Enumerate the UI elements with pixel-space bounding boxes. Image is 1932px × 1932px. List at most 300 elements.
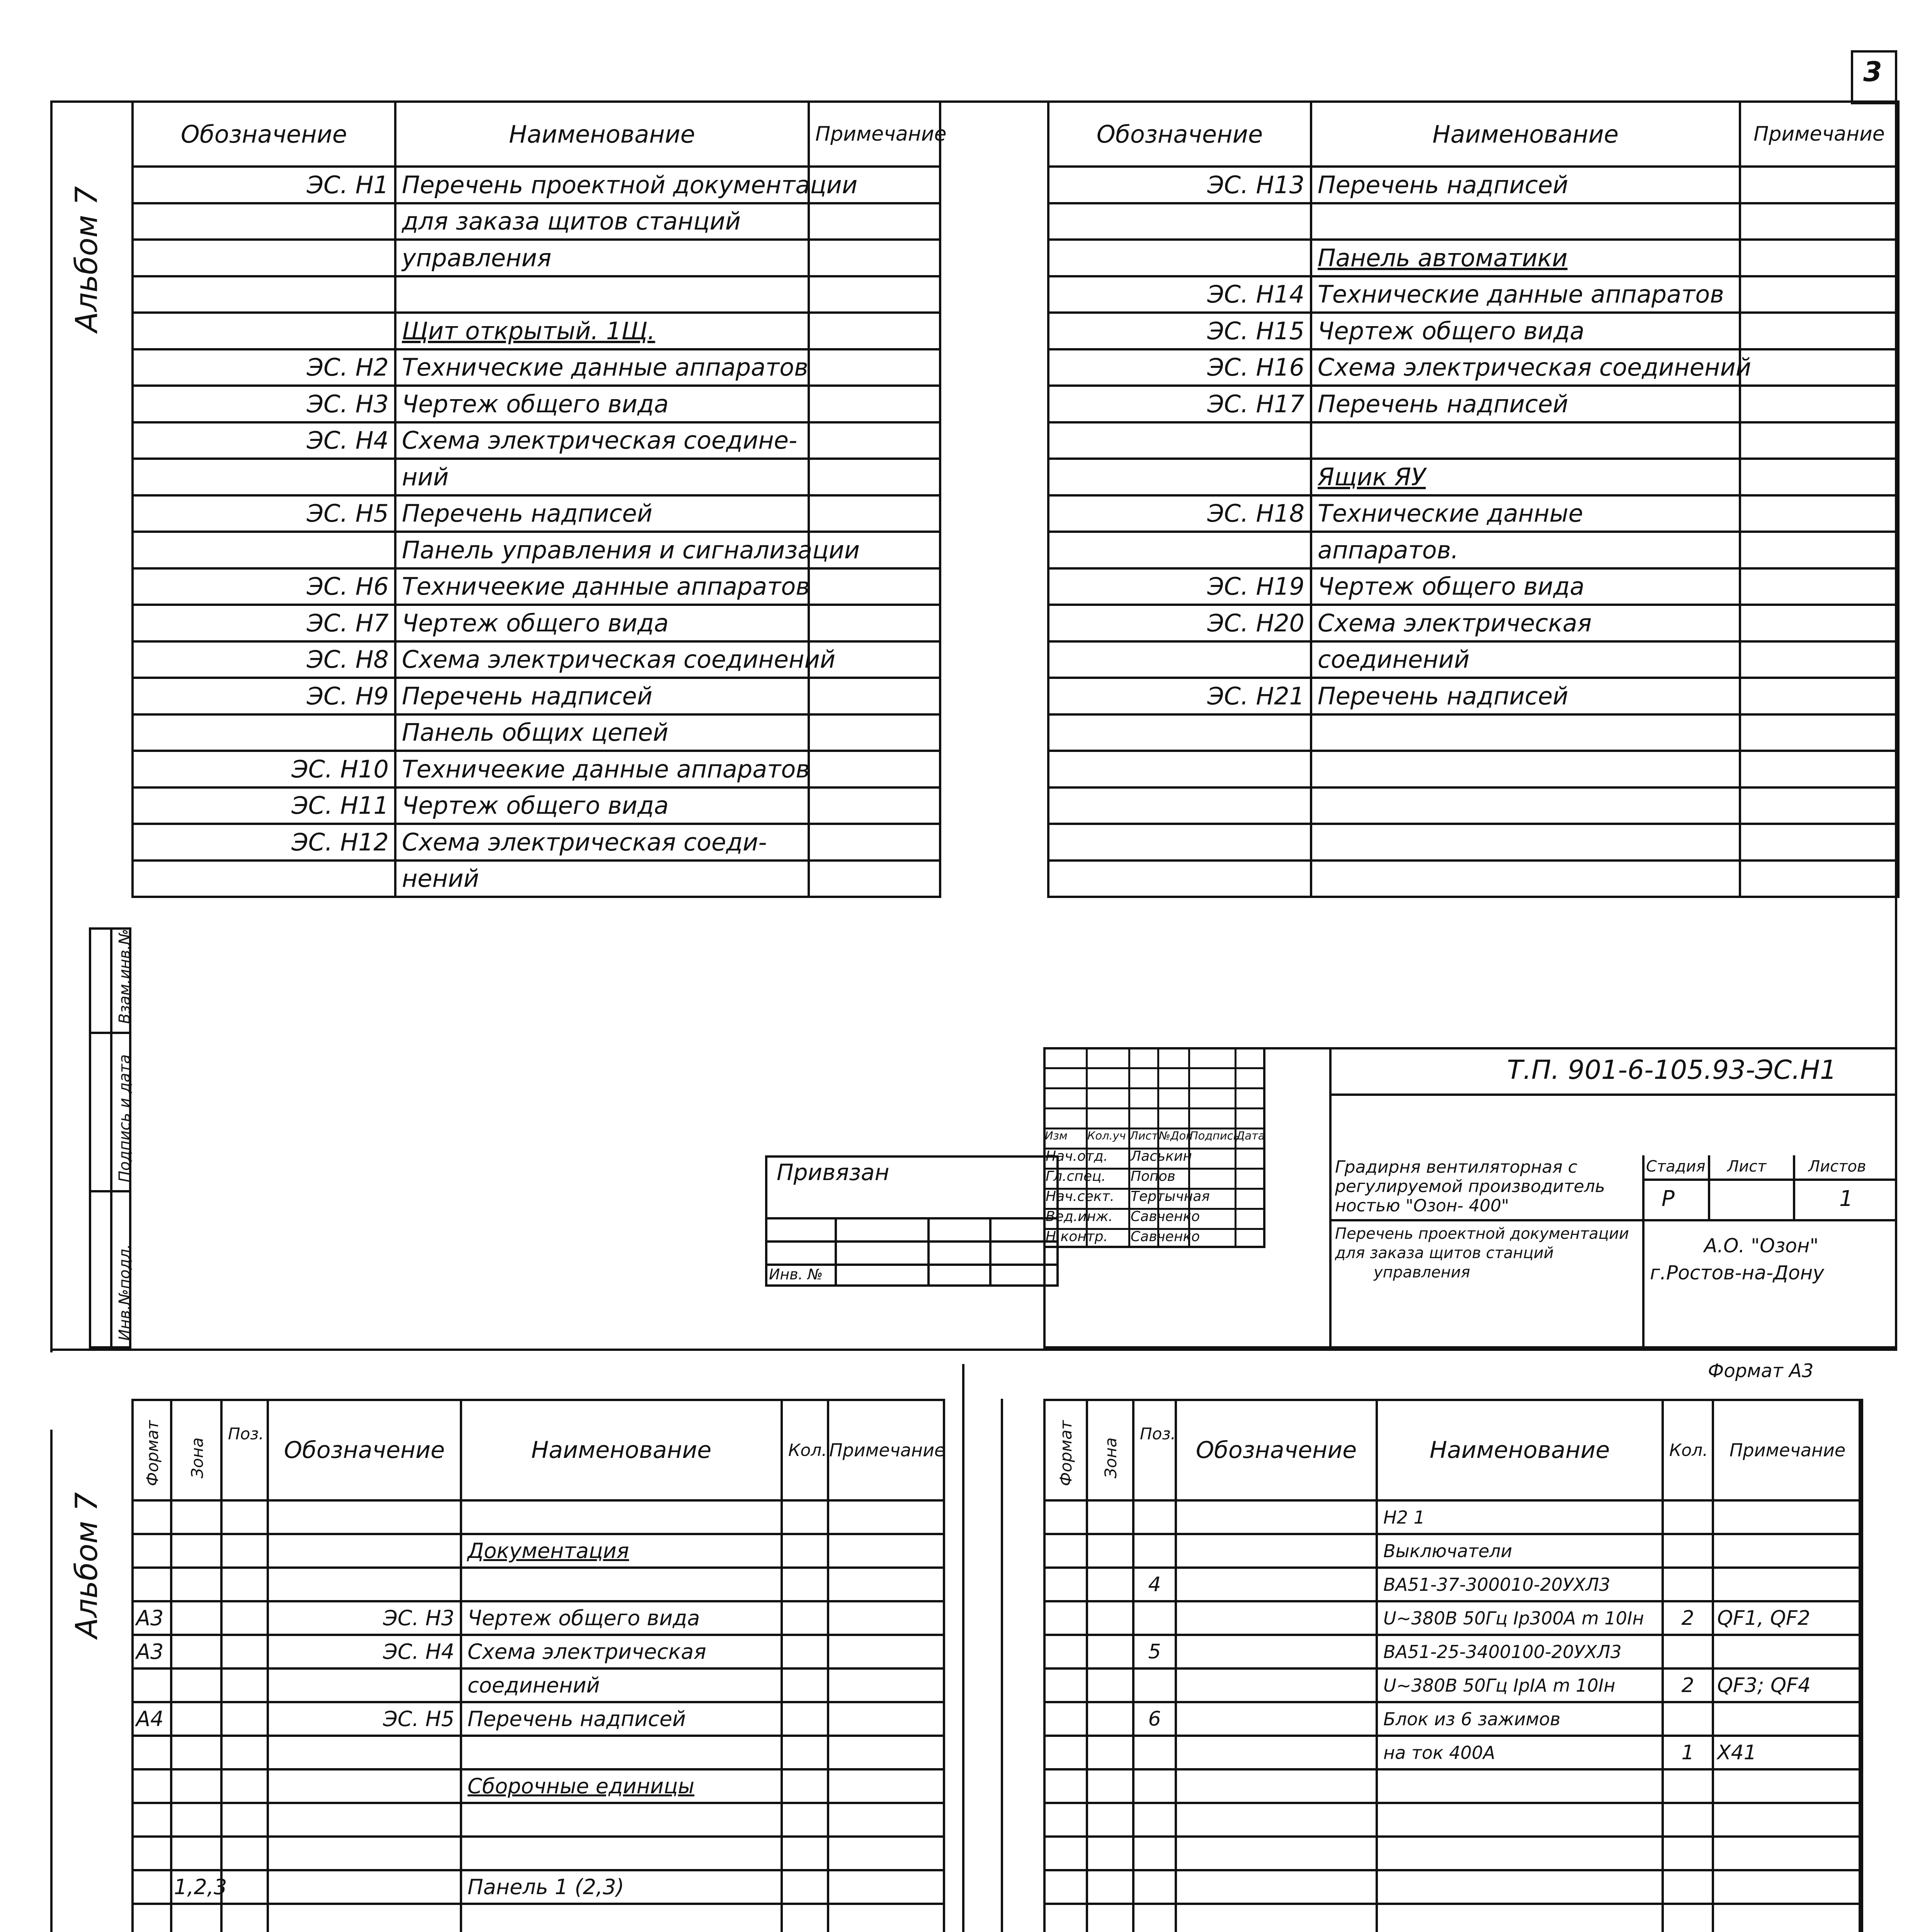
sheet1-subtitle-line-1: Перечень проектной документации [1335, 1225, 1629, 1243]
qty-cell [782, 1803, 828, 1837]
empty-cell [1133, 1769, 1176, 1803]
name-cell [461, 1568, 782, 1601]
name-cell [461, 1601, 782, 1635]
name-cell [395, 349, 809, 386]
designation-cell-text: ЭС. Н4 [383, 1639, 454, 1664]
designation-cell [1048, 787, 1311, 824]
designation-cell [1176, 1500, 1377, 1534]
format-cell [1044, 1601, 1087, 1635]
name-cell-text: Перечень проектной документации [402, 170, 858, 199]
designation-cell-text: ЭС. Н20 [1207, 609, 1304, 637]
format-cell [133, 1668, 171, 1702]
table-row [1048, 714, 1898, 751]
designation-cell-text: ЭС. Н1 [306, 170, 389, 199]
designation-cell [133, 532, 395, 568]
name-cell-text: Н2 1 [1383, 1507, 1425, 1528]
table-row [1048, 861, 1898, 897]
table-row [133, 751, 940, 787]
header-qty: Кол. [782, 1400, 828, 1500]
name-cell [461, 1736, 782, 1769]
table-row [133, 641, 940, 678]
name-cell-text: Технические данные [1318, 499, 1583, 528]
note-cell [1740, 459, 1898, 495]
qty-cell [782, 1736, 828, 1769]
name-cell-text: Схема электрическая [468, 1639, 706, 1664]
table-row [133, 1803, 944, 1837]
qty-cell [782, 1601, 828, 1635]
table-row [133, 349, 940, 386]
sheet1-title-line-1: Градирня вентиляторная с [1335, 1157, 1578, 1177]
table-row [133, 422, 940, 459]
pos-cell [221, 1870, 268, 1904]
table-row [133, 167, 940, 203]
header-name: Наименование [1377, 1400, 1663, 1500]
table-row [133, 1668, 944, 1702]
sheet1-subtitle-line-2: для заказа щитов станций [1335, 1244, 1554, 1262]
note-cell [1713, 1500, 1862, 1534]
name-cell-text: Чертеж общего вида [1318, 572, 1585, 601]
pos-cell [1133, 1702, 1176, 1736]
name-cell [395, 787, 809, 824]
name-cell-text: Чертеж общего вида [1318, 316, 1585, 345]
name-cell-text: ний [402, 463, 449, 491]
name-cell [1311, 313, 1740, 349]
stamp-role: Вед.инж. [1046, 1209, 1113, 1225]
designation-cell-text: ЭС. Н11 [291, 791, 389, 820]
qty-cell-text: 2 [1681, 1606, 1694, 1630]
name-cell-text: Перечень надписей [1318, 389, 1568, 418]
table-row [133, 1500, 944, 1534]
zone-cell [1087, 1736, 1133, 1769]
designation-cell-text: ЭС. Н3 [383, 1606, 454, 1630]
name-cell [395, 276, 809, 313]
format-cell [133, 1803, 171, 1837]
format-cell [1044, 1668, 1087, 1702]
pos-cell [1133, 1534, 1176, 1568]
sheet2-album-label: Альбом 7 [70, 1492, 104, 1638]
designation-cell [1048, 349, 1311, 386]
sheet1-subtitle-line-3: управления [1374, 1264, 1470, 1281]
format-cell-text: А3 [136, 1639, 164, 1664]
table-row [133, 532, 940, 568]
note-cell [1740, 751, 1898, 787]
name-cell [395, 313, 809, 349]
table-row [133, 1601, 944, 1635]
format-cell [133, 1837, 171, 1870]
table-row [1048, 824, 1898, 861]
name-cell [461, 1803, 782, 1837]
name-cell-text: соединений [468, 1673, 600, 1697]
table-row [1044, 1870, 1862, 1904]
name-cell-text: на ток 400А [1383, 1742, 1495, 1763]
zone-cell [171, 1803, 221, 1837]
name-cell [395, 386, 809, 422]
name-cell [1311, 495, 1740, 532]
format-cell [133, 1500, 171, 1534]
stamp-person-name: Попов [1131, 1168, 1175, 1184]
designation-cell [268, 1702, 461, 1736]
empty-cell [1713, 1837, 1862, 1870]
name-cell [395, 532, 860, 568]
empty-cell [1044, 1870, 1087, 1904]
name-cell [1311, 386, 1740, 422]
designation-cell-text: ЭС. Н15 [1207, 316, 1304, 345]
designation-cell-text: ЭС. Н5 [306, 499, 389, 528]
empty-cell [1663, 1837, 1713, 1870]
empty-cell [1087, 1837, 1133, 1870]
note-cell [1713, 1534, 1862, 1568]
designation-cell [1048, 605, 1311, 641]
designation-cell [268, 1568, 461, 1601]
format-cell [133, 1601, 171, 1635]
note-cell [1740, 240, 1898, 276]
note-cell [1740, 787, 1898, 824]
designation-cell-text: ЭС. Н12 [291, 828, 389, 856]
format-cell [1044, 1736, 1087, 1769]
stamp-person-name: Ласькин [1131, 1148, 1192, 1164]
table-row [133, 1702, 944, 1736]
stamp-header: Подпись [1190, 1129, 1240, 1142]
zone-cell [1087, 1568, 1133, 1601]
table-row [1048, 459, 1898, 495]
table-row [1048, 349, 1898, 386]
sheet1-left-table [131, 100, 947, 898]
designation-cell [268, 1769, 461, 1803]
sheet1-side-podpis: Подпись и дата [116, 1054, 134, 1182]
table-row [133, 240, 940, 276]
stamp-role: Нач.отд. [1046, 1148, 1108, 1164]
designation-cell [268, 1904, 461, 1932]
name-cell-text: Технические данные аппаратов [402, 353, 808, 382]
name-cell [1377, 1736, 1663, 1769]
qty-cell-text: 2 [1681, 1673, 1694, 1697]
note-cell [1713, 1668, 1862, 1702]
format-cell [1044, 1635, 1087, 1668]
note-cell [809, 751, 940, 787]
qty-cell [782, 1702, 828, 1736]
designation-cell [1176, 1534, 1377, 1568]
name-cell [395, 641, 836, 678]
empty-cell [1377, 1870, 1663, 1904]
designation-cell [1176, 1601, 1377, 1635]
name-cell [1377, 1568, 1663, 1601]
table-row [1048, 787, 1898, 824]
designation-cell [268, 1870, 461, 1904]
designation-cell-text: ЭС. Н13 [1207, 170, 1304, 199]
designation-cell-text: ЭС. Н10 [291, 755, 389, 783]
qty-cell [782, 1769, 828, 1803]
designation-cell [1176, 1635, 1377, 1668]
empty-cell [1044, 1803, 1087, 1837]
designation-cell [133, 861, 395, 897]
note-cell-text: QF1, QF2 [1717, 1606, 1810, 1630]
pos-cell [221, 1769, 268, 1803]
empty-cell [1176, 1837, 1377, 1870]
designation-cell [133, 605, 395, 641]
table-row [133, 824, 940, 861]
zone-cell [1087, 1635, 1133, 1668]
sheet1-side-inv: Инв.№подл. [116, 1244, 134, 1341]
qty-cell [1663, 1534, 1713, 1568]
note-cell [1740, 532, 1898, 568]
note-cell [1740, 861, 1898, 897]
designation-cell [268, 1601, 461, 1635]
designation-cell [133, 349, 395, 386]
page-number: 3 [1863, 56, 1882, 88]
header-note: Примечание [828, 1400, 944, 1500]
table-row [1044, 1635, 1862, 1668]
designation-cell-text: ЭС. Н16 [1207, 353, 1304, 382]
name-cell [461, 1870, 782, 1904]
empty-cell [1713, 1803, 1862, 1837]
stamp-role: Гл.спец. [1046, 1168, 1106, 1184]
designation-cell [133, 824, 395, 861]
empty-cell [1377, 1803, 1663, 1837]
table-row [133, 1736, 944, 1769]
designation-cell [133, 386, 395, 422]
header-designation: Обозначение [1048, 102, 1311, 167]
name-cell [461, 1668, 782, 1702]
designation-cell [1048, 386, 1311, 422]
empty-cell [1133, 1837, 1176, 1870]
zone-cell [171, 1534, 221, 1568]
empty-cell [1663, 1769, 1713, 1803]
note-cell [809, 568, 940, 605]
table-row [1048, 276, 1898, 313]
name-cell [1377, 1500, 1663, 1534]
designation-cell [1048, 203, 1311, 240]
name-cell [1311, 605, 1740, 641]
name-cell [1377, 1601, 1663, 1635]
note-cell [1740, 313, 1898, 349]
header-note: Примечание [809, 102, 940, 167]
designation-cell [133, 459, 395, 495]
sheet1-sheet-header: Лист [1727, 1158, 1767, 1175]
note-cell [1740, 714, 1898, 751]
designation-cell [1176, 1668, 1377, 1702]
pos-cell-text: 6 [1148, 1707, 1161, 1731]
format-cell [1044, 1568, 1087, 1601]
note-cell [809, 240, 940, 276]
format-cell-text: А3 [136, 1606, 164, 1630]
name-cell [461, 1837, 782, 1870]
note-cell-text: Х41 [1717, 1741, 1757, 1764]
qty-cell [1663, 1568, 1713, 1601]
format-cell [133, 1736, 171, 1769]
name-cell-text: Перечень надписей [402, 682, 653, 710]
zone-cell [171, 1568, 221, 1601]
pos-cell [1133, 1500, 1176, 1534]
designation-cell [133, 787, 395, 824]
table-row [1044, 1803, 1862, 1837]
designation-cell-text: ЭС. Н21 [1207, 682, 1304, 710]
table-row [1048, 495, 1898, 532]
name-cell [1311, 167, 1740, 203]
qty-cell [782, 1870, 828, 1904]
name-cell [1311, 203, 1740, 240]
table-row [133, 1635, 944, 1668]
empty-cell [1377, 1837, 1663, 1870]
name-cell-text: Схема электрическая соедине- [402, 426, 798, 455]
name-cell-text: Панель общих цепей [402, 718, 668, 747]
note-cell [809, 276, 940, 313]
table-row [133, 714, 940, 751]
name-cell-text: Ящик ЯУ [1318, 463, 1426, 491]
table-row [1044, 1702, 1862, 1736]
designation-cell [1048, 313, 1311, 349]
sheet1-title-line-3: ностью "Озон- 400" [1335, 1196, 1509, 1216]
pos-cell-text: 5 [1148, 1640, 1161, 1663]
format-cell [133, 1904, 171, 1932]
qty-cell [1663, 1500, 1713, 1534]
name-cell-text: Чертеж общего вида [402, 389, 669, 418]
zone-cell [1087, 1500, 1133, 1534]
note-cell [828, 1635, 944, 1668]
header-format: Формат [1056, 1420, 1075, 1486]
empty-cell [1133, 1870, 1176, 1904]
designation-cell [1048, 276, 1311, 313]
sheet1-right-table [1047, 100, 1900, 898]
designation-cell-text: ЭС. Н8 [306, 645, 389, 674]
note-cell [809, 605, 940, 641]
table-row [1048, 167, 1898, 203]
table-row [1048, 641, 1898, 678]
pos-cell [1133, 1736, 1176, 1769]
table-row [133, 495, 940, 532]
empty-cell [1044, 1769, 1087, 1803]
note-cell [828, 1837, 944, 1870]
note-cell [1713, 1736, 1862, 1769]
sheet1-stage-value: Р [1662, 1186, 1675, 1211]
name-cell-text: Документация [468, 1539, 629, 1563]
note-cell [1740, 605, 1898, 641]
zone-cell [1087, 1601, 1133, 1635]
pos-cell [221, 1803, 268, 1837]
zone-cell [171, 1769, 221, 1803]
designation-cell [268, 1736, 461, 1769]
designation-cell [268, 1837, 461, 1870]
note-cell [828, 1736, 944, 1769]
name-cell [1311, 532, 1740, 568]
designation-cell [1048, 240, 1311, 276]
qty-cell [782, 1837, 828, 1870]
format-cell [133, 1702, 171, 1736]
name-cell [1377, 1635, 1663, 1668]
empty-cell [1713, 1769, 1862, 1803]
format-cell [133, 1635, 171, 1668]
designation-cell [1176, 1702, 1377, 1736]
table-row [133, 1534, 944, 1568]
note-cell [809, 787, 940, 824]
designation-cell [133, 495, 395, 532]
table-row [1048, 422, 1898, 459]
empty-cell [1133, 1803, 1176, 1837]
table-row [1044, 1534, 1862, 1568]
name-cell [395, 751, 809, 787]
sheet3-frame-left [1001, 1399, 1003, 1932]
designation-cell [1048, 495, 1311, 532]
note-cell [809, 313, 940, 349]
name-cell-text: Чертеж общего вида [402, 791, 669, 820]
note-cell [809, 824, 940, 861]
designation-cell [1048, 714, 1311, 751]
designation-cell [133, 422, 395, 459]
note-cell-text: QF3; QF4 [1717, 1673, 1811, 1697]
name-cell-text: Чертеж общего вида [468, 1606, 700, 1630]
name-cell [395, 714, 809, 751]
table-row [133, 678, 940, 714]
note-cell [1740, 203, 1898, 240]
note-cell [1740, 422, 1898, 459]
note-cell [809, 714, 940, 751]
qty-cell [782, 1904, 828, 1932]
designation-cell-text: ЭС. Н6 [306, 572, 389, 601]
zone-cell [171, 1601, 221, 1635]
sheet1-org-1: А.О. "Озон" [1704, 1235, 1819, 1257]
designation-cell-text: ЭС. Н9 [306, 682, 389, 710]
empty-cell [1176, 1769, 1377, 1803]
note-cell [828, 1769, 944, 1803]
name-cell [395, 203, 809, 240]
sheet1-code: Т.П. 901-6-105.93-ЭС.Н1 [1507, 1055, 1837, 1085]
name-cell [1311, 824, 1740, 861]
qty-cell [1663, 1668, 1713, 1702]
name-cell [1311, 714, 1740, 751]
note-cell [828, 1534, 944, 1568]
pos-cell [221, 1837, 268, 1870]
table-row [133, 1837, 944, 1870]
pos-cell [221, 1736, 268, 1769]
designation-cell [1048, 751, 1311, 787]
name-cell-text: Схема электрическая соединений [402, 645, 836, 674]
designation-cell [1176, 1736, 1377, 1769]
name-cell-text: Перечень надписей [468, 1707, 686, 1731]
table-row [1048, 568, 1898, 605]
note-cell [1740, 349, 1898, 386]
name-cell [1311, 349, 1752, 386]
stamp-header: Дата [1236, 1129, 1265, 1142]
table-row [133, 861, 940, 897]
format-cell [133, 1568, 171, 1601]
empty-cell [1087, 1803, 1133, 1837]
designation-cell [133, 240, 395, 276]
name-cell [1311, 276, 1740, 313]
note-cell [809, 203, 940, 240]
sheet1-stage-header: Стадия [1646, 1158, 1706, 1175]
note-cell [1713, 1635, 1862, 1668]
name-cell [1311, 240, 1740, 276]
stamp-header: Лист [1130, 1129, 1158, 1142]
name-cell [395, 459, 809, 495]
note-cell [809, 386, 940, 422]
sheet1-album-label: Альбом 7 [70, 186, 104, 332]
name-cell [395, 824, 809, 861]
table-row [1044, 1837, 1862, 1870]
empty-cell [1087, 1769, 1133, 1803]
zone-cell [1087, 1702, 1133, 1736]
name-cell-text: Щит открытый. 1Щ. [402, 316, 655, 345]
table-row [1048, 203, 1898, 240]
header-format: Формат [143, 1420, 162, 1486]
note-cell [1740, 678, 1898, 714]
sheet1-side-vzam: Взам.инв.№ [116, 929, 134, 1024]
qty-cell [782, 1500, 828, 1534]
note-cell [828, 1702, 944, 1736]
note-cell [809, 459, 940, 495]
name-cell-text: Перечень надписей [1318, 170, 1568, 199]
designation-cell [268, 1635, 461, 1668]
header-zone: Зона [1101, 1437, 1120, 1478]
